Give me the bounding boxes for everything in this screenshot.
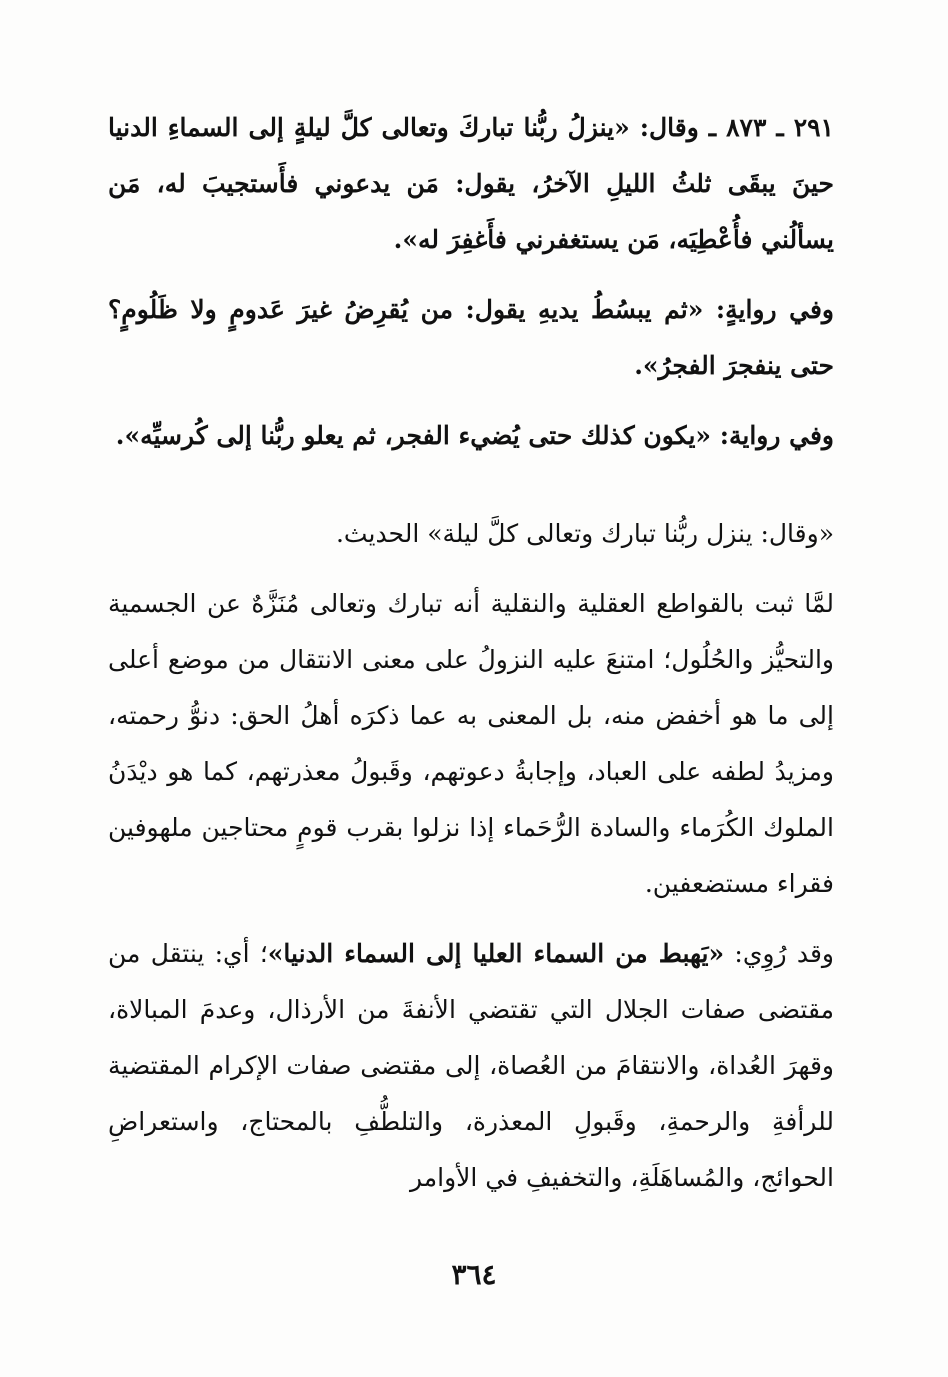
page-number: ٣٦٤ [451,1258,497,1291]
section-gap [108,464,834,506]
commentary-paragraph-2-start: وقد رُوِي: [724,939,834,968]
page-content [108,100,834,1206]
hadith-main-text: ٢٩١ ـ ٨٧٣ ـ وقال: «ينزلُ ربُّنا تباركَ وتعالى كلَّ ليلةٍ إلى السماءِ الدنيا حينَ يبقَى ثلثُ الليلِ الآخرُ، يقول: مَن يدعوني فأَستجيبَ له، مَن يسألُني فأُعْطِيَه، مَن يستغفرني فأَغفِرَ له». [108,113,834,254]
hadith-narration-1: وفي روايةٍ: «ثم يبسُطُ يديهِ يقول: من يُقرِضُ غيرَ عَدومٍ ولا ظَلُومٍ؟ حتى ينفجرَ الفجرُ». [108,295,834,380]
commentary-paragraph-2-rest: ؛ أي: ينتقل من مقتضى صفات الجلال التي تقتضي الأنفةَ من الأرذال، وعدمَ المبالاة، وقهرَ العُداة، والانتقامَ من العُصاة، إلى مقتضى صفات الإكرام المقتضية للرأفةِ والرحمةِ، وقَبولِ المعذرة، والتلطُّفِ بالمحتاج، واستعراضِ الحوائج، والمُساهَلَةِ، والتخفيفِ في الأوامر [108,939,834,1192]
commentary-paragraph-1: لمَّا ثبت بالقواطع العقلية والنقلية أنه تبارك وتعالى مُنَزَّهٌ عن الجسمية والتحيُّز والحُلُول؛ امتنعَ عليه النزولُ على معنى الانتقال من موضع أعلى إلى ما هو أخفض منه، بل المعنى به عما ذكرَه أهلُ الحق: دنوُّ رحمته، ومزيدُ لطفه على العباد، وإجابةُ دعوتهم، وقَبولُ معذرتهم، كما هو ديْدَنُ الملوك الكُرَماء والسادة الرُّحَماء إذا نزلوا بقرب قومٍ محتاجين ملهوفين فقراء مستضعفين. [108,589,834,898]
commentary-paragraph-2-quote: «يَهبط من السماء العليا إلى السماء الدنيا» [267,939,725,968]
commentary-paragraph-2 [108,926,834,1206]
hadith-narration-2: وفي رواية: «يكون كذلك حتى يُضيء الفجر، ثم يعلو ربُّنا إلى كُرسيِّه». [115,421,834,450]
commentary-quote: «وقال: ينزل ربُّنا تبارك وتعالى كلَّ ليلة» الحديث. [335,519,834,548]
